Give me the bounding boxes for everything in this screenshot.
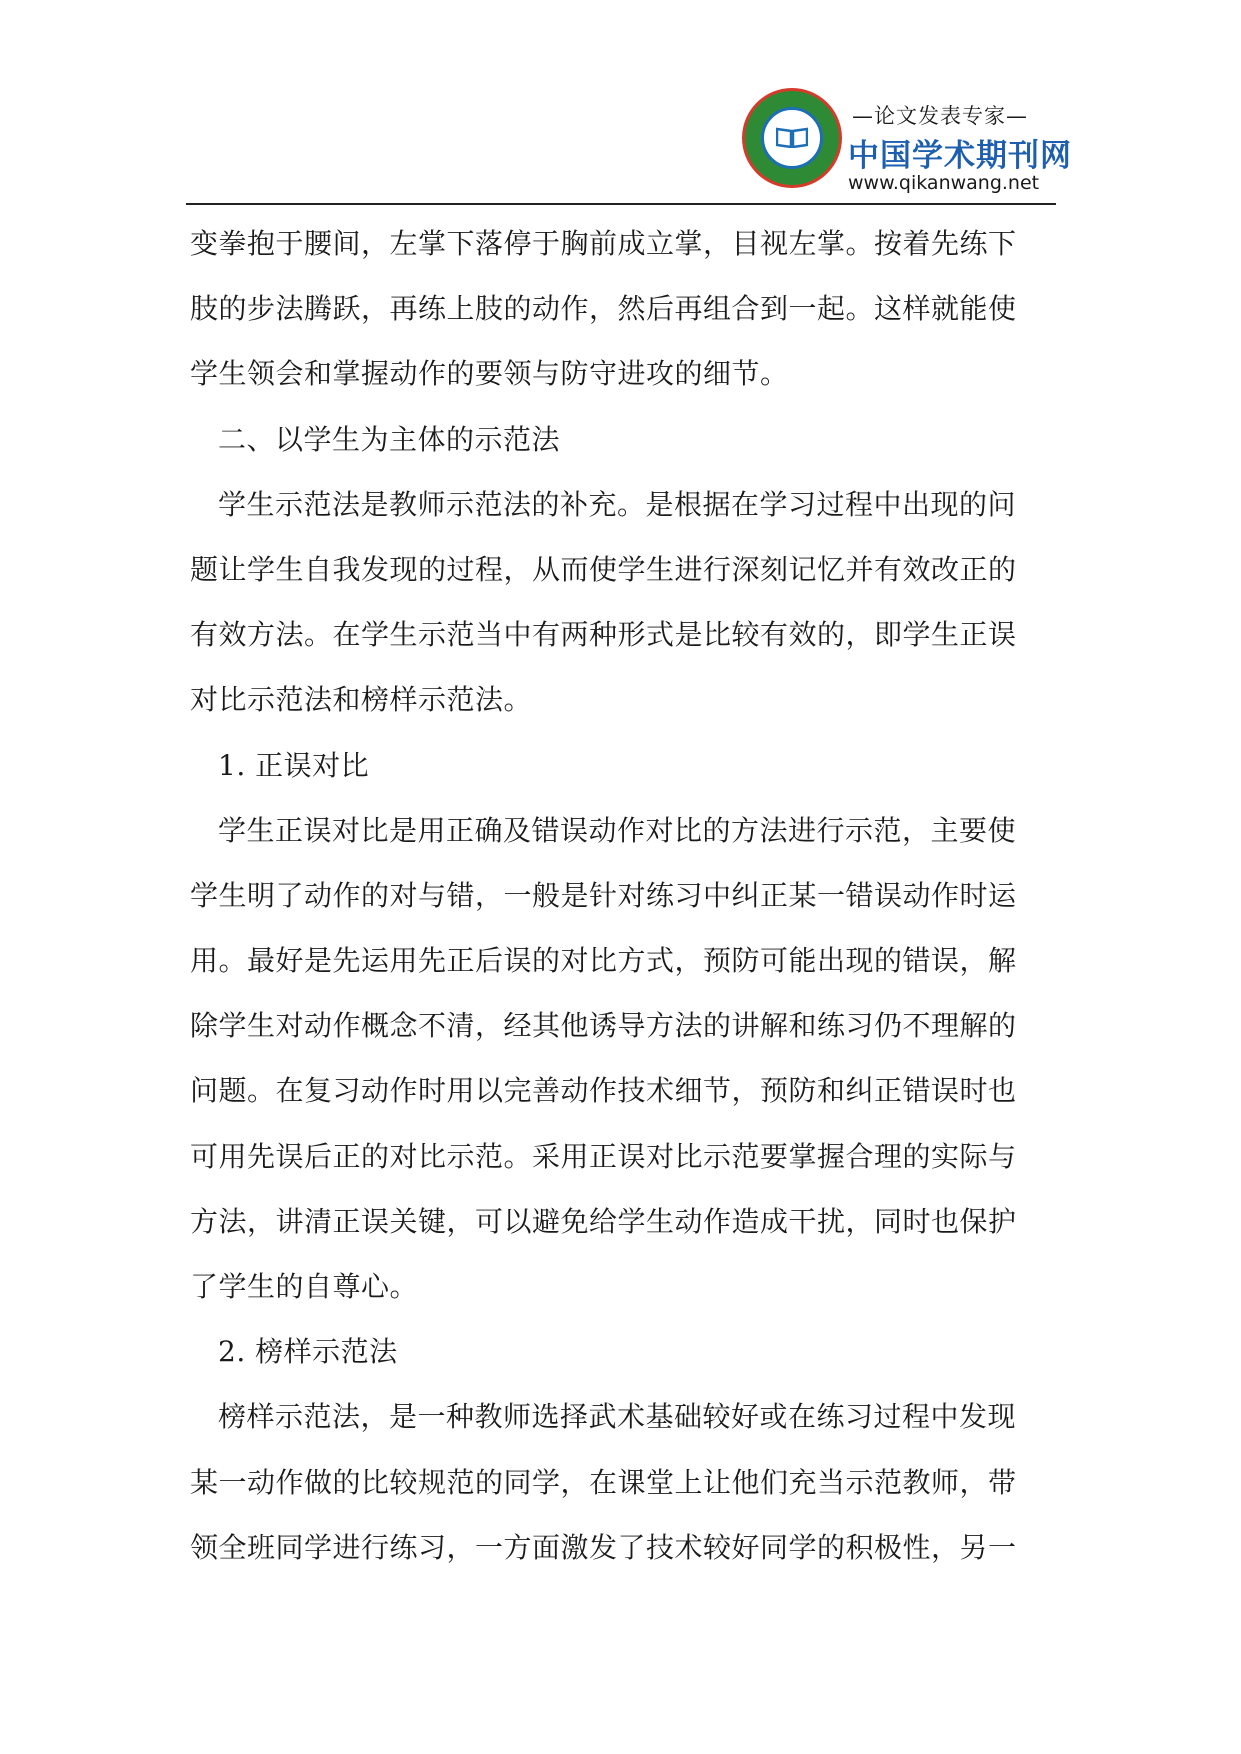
logo-url: www.qikanwang.net bbox=[848, 172, 1040, 194]
text-line: 学生明了动作的对与错，一般是针对练习中纠正某一错误动作时运 bbox=[190, 878, 1017, 912]
text-line: 除学生对动作概念不清，经其他诱导方法的讲解和练习仍不理解的 bbox=[190, 1009, 1017, 1043]
header-divider bbox=[186, 203, 1056, 205]
text-line: 2. 榜样示范法 bbox=[218, 1335, 398, 1369]
text-line: 榜样示范法，是一种教师选择武术基础较好或在练习过程中发现 bbox=[218, 1400, 1017, 1434]
text-line: 对比示范法和榜样示范法。 bbox=[190, 683, 533, 717]
text-line: 肢的步法腾跃，再练上肢的动作，然后再组合到一起。这样就能使 bbox=[190, 292, 1017, 326]
text-line: 题让学生自我发现的过程，从而使学生进行深刻记忆并有效改正的 bbox=[190, 552, 1017, 586]
site-logo bbox=[740, 78, 1070, 200]
text-line: 学生示范法是教师示范法的补充。是根据在学习过程中出现的问 bbox=[218, 487, 1017, 521]
text-line: 了学生的自尊心。 bbox=[190, 1270, 419, 1303]
text-line: 方法，讲清正误关键，可以避免给学生动作造成干扰，同时也保护 bbox=[190, 1204, 1017, 1238]
text-line: 有效方法。在学生示范当中有两种形式是比较有效的，即学生正误 bbox=[190, 618, 1017, 652]
text-line: 可用先误后正的对比示范。采用正误对比示范要掌握合理的实际与 bbox=[190, 1139, 1017, 1173]
document-body bbox=[190, 211, 1050, 1580]
text-line: 二、以学生为主体的示范法 bbox=[218, 422, 561, 456]
text-line: 问题。在复习动作时用以完善动作技术细节，预防和纠正错误时也 bbox=[190, 1074, 1017, 1108]
text-line: 领全班同学进行练习，一方面激发了技术较好同学的积极性，另一 bbox=[190, 1530, 1017, 1564]
open-book-icon bbox=[776, 126, 808, 148]
logo-emblem-icon bbox=[742, 88, 842, 188]
text-line: 学生领会和掌握动作的要领与防守进攻的细节。 bbox=[190, 357, 789, 391]
text-line: 用。最好是先运用先正后误的对比方式，预防可能出现的错误，解 bbox=[190, 944, 1017, 978]
logo-site-name: 中国学术期刊网 bbox=[848, 138, 1072, 174]
logo-tagline: —论文发表专家— bbox=[852, 104, 1028, 128]
text-line: 1. 正误对比 bbox=[218, 748, 370, 782]
text-line: 变拳抱于腰间，左掌下落停于胸前成立掌，目视左掌。按着先练下 bbox=[190, 227, 1017, 260]
text-line: 某一动作做的比较规范的同学，在课堂上让他们充当示范教师，带 bbox=[190, 1465, 1017, 1499]
text-line: 学生正误对比是用正确及错误动作对比的方法进行示范，主要使 bbox=[218, 813, 1017, 847]
